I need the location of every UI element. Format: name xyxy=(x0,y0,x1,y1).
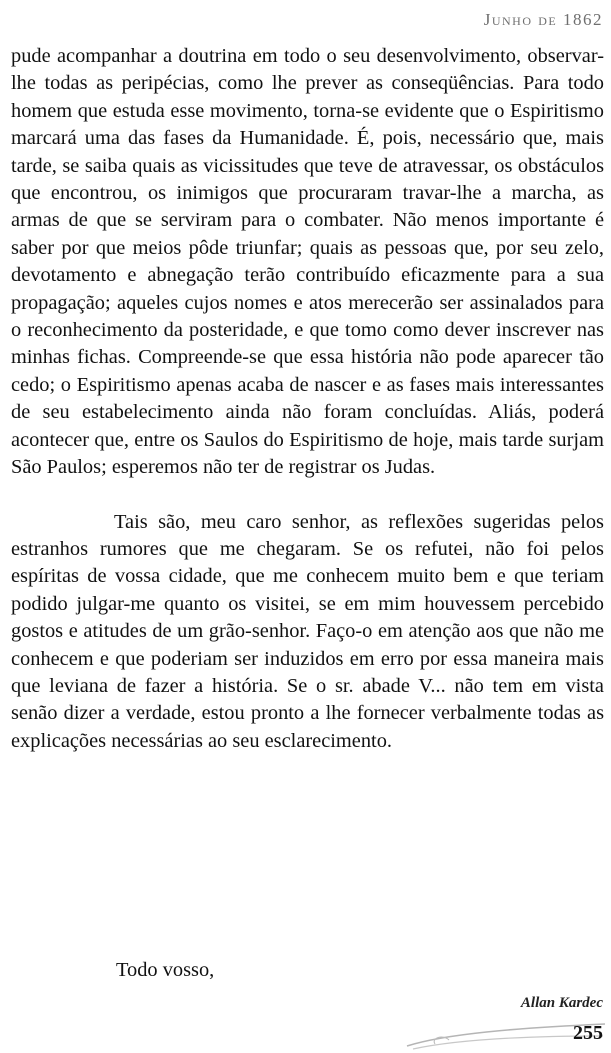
body-paragraph-1: pude acompanhar a doutrina em todo o seu desenvolvimento, observar-lhe todas as peripécias, como lhe prever as conseqüências. Para todo homem que estuda esse movimento, torna-se evidente que o Espiritismo marcará uma das fases da Humanidade. É, pois, necessário que, mais tarde, se saiba quais as vicissitudes que teve de atravessar, os obstáculos que encontrou, os inimigos que procuraram travar-lhe a marcha, as armas de que se serviram para o combater. Não menos importante é saber por que meios pôde triunfar; quais as pessoas que, por seu zelo, devotamento e abnegação terão contribuído eficazmente para a sua propagação; aqueles cujos nomes e atos merecerão ser assinalados para o reconhecimento da posteridade, e que tomo como dever inscrever nas minhas fichas. Compreende-se que essa história não pode aparecer tão cedo; o Espiritismo apenas acaba de nascer e as fases mais interessantes de seu estabelecimento ainda não foram concluídas. Aliás, poderá acontecer que, entre os Saulos do Espiritismo de hoje, mais tarde surjam São Paulos; esperemos não ter de registrar os Judas. xyxy=(11,45,604,479)
page-body xyxy=(11,43,604,755)
author-signature: Allan Kardec xyxy=(520,995,603,1011)
body-paragraph-2: Tais são, meu caro senhor, as reflexões sugeridas pelos estranhos rumores que me chegaram. Se os refutei, não foi pelos espíritas de vossa cidade, que me conhecem muito bem e que teriam podido julgar-me quanto os visitei, se em mim houvessem percebido gostos e atitudes de um grão-senhor. Faço-o em atenção aos que não me conhecem e que poderiam ser induzidos em erro por essa maneira mais que leviana de fazer a história. Se o sr. abade V... não tem em vista senão dizer a verdade, estou pronto a lhe fornecer verbalmente todas as explicações necessárias ao seu esclarecimento. xyxy=(11,510,604,752)
closing-salutation: Todo vosso, xyxy=(116,959,215,981)
page-number: 255 xyxy=(573,1022,603,1044)
running-header: Junho de 1862 xyxy=(483,10,603,29)
